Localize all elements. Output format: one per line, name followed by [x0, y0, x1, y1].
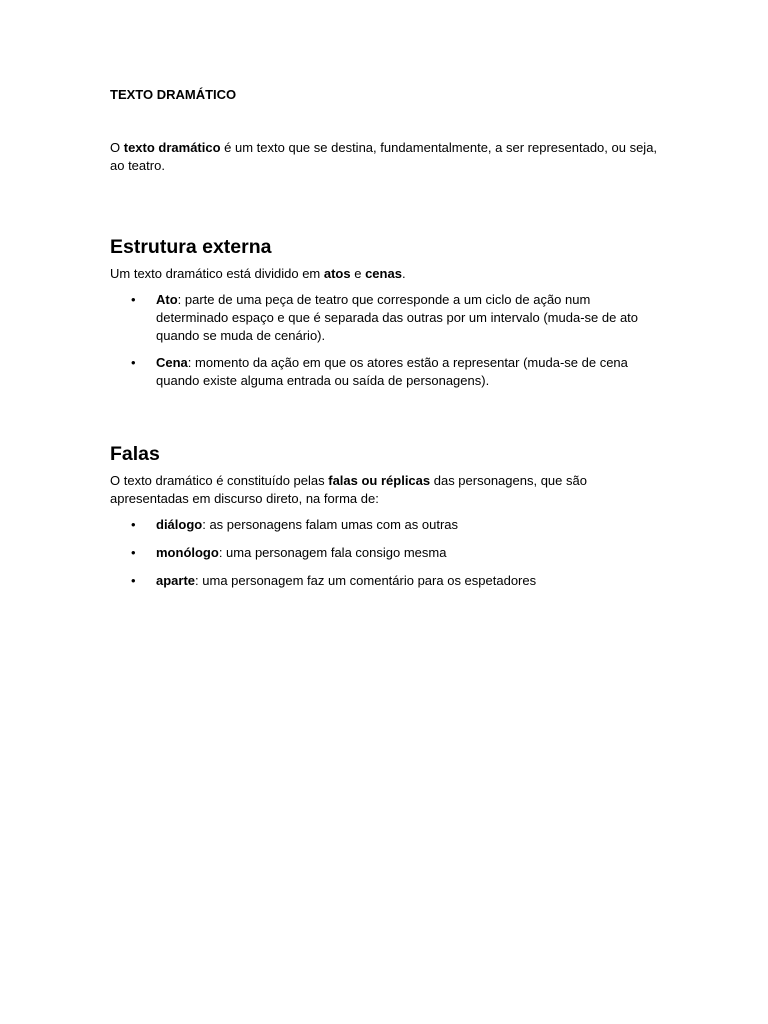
- list-item-dialogo: [110, 516, 658, 534]
- bullet-icon: •: [131, 292, 136, 307]
- list-item-text: : uma personagem fala consigo mesma: [218, 545, 447, 560]
- falas-lead-paragraph: [110, 472, 658, 508]
- estrutura-lead-part1: Um texto dramático está dividido em: [110, 266, 324, 281]
- estrutura-lead-paragraph: [110, 265, 658, 283]
- estrutura-bullet-list: [110, 291, 658, 390]
- estrutura-lead-part2: e: [350, 266, 366, 281]
- section-heading-falas: Falas: [110, 443, 160, 465]
- intro-suffix: é um texto que se destina, fundamentalmente, a ser representado, ou seja, ao teatro.: [110, 140, 658, 173]
- document-content: [110, 86, 658, 600]
- document-title: TEXTO DRAMÁTICO: [110, 87, 237, 102]
- list-item-aparte: [110, 572, 658, 590]
- list-item-text: : momento da ação em que os atores estão a representar (muda-se de cena quando existe alguma entrada ou saída de personagens).: [156, 355, 628, 388]
- falas-lead-part2: das personagens, que são apresentadas em discurso direto, na forma de:: [110, 473, 587, 506]
- list-item-text: : as personagens falam umas com as outras: [202, 517, 459, 532]
- list-item-cena: [110, 354, 658, 390]
- intro-prefix: O: [110, 140, 124, 155]
- estrutura-lead-bold-atos: atos: [323, 266, 351, 281]
- estrutura-lead-bold-cenas: cenas: [365, 266, 402, 281]
- list-item-term: aparte: [156, 573, 196, 588]
- list-item-monologo: [110, 544, 658, 562]
- intro-bold-term: texto dramático: [123, 140, 221, 155]
- estrutura-lead-part3: .: [401, 266, 406, 281]
- list-item-text: : uma personagem faz um comentário para os espetadores: [195, 573, 537, 588]
- falas-bullet-list: [110, 516, 658, 590]
- intro-paragraph: [110, 139, 658, 175]
- section-heading-estrutura-externa: Estrutura externa: [110, 236, 272, 258]
- list-item-term: Cena: [156, 355, 188, 370]
- bullet-icon: •: [131, 355, 136, 370]
- falas-lead-bold: falas ou réplicas: [328, 473, 431, 488]
- falas-lead-part1: O texto dramático é constituído pelas: [110, 473, 329, 488]
- bullet-icon: •: [131, 517, 136, 532]
- list-item-term: monólogo: [156, 545, 219, 560]
- bullet-icon: •: [131, 545, 136, 560]
- list-item-term: Ato: [156, 292, 178, 307]
- list-item-text: : parte de uma peça de teatro que corresponde a um ciclo de ação num determinado espaço e que é separada das outras por um intervalo (muda-se de ato quando se muda de cenário).: [156, 292, 639, 343]
- bullet-icon: •: [131, 573, 136, 588]
- list-item-term: diálogo: [156, 517, 203, 532]
- list-item-ato: [110, 291, 658, 345]
